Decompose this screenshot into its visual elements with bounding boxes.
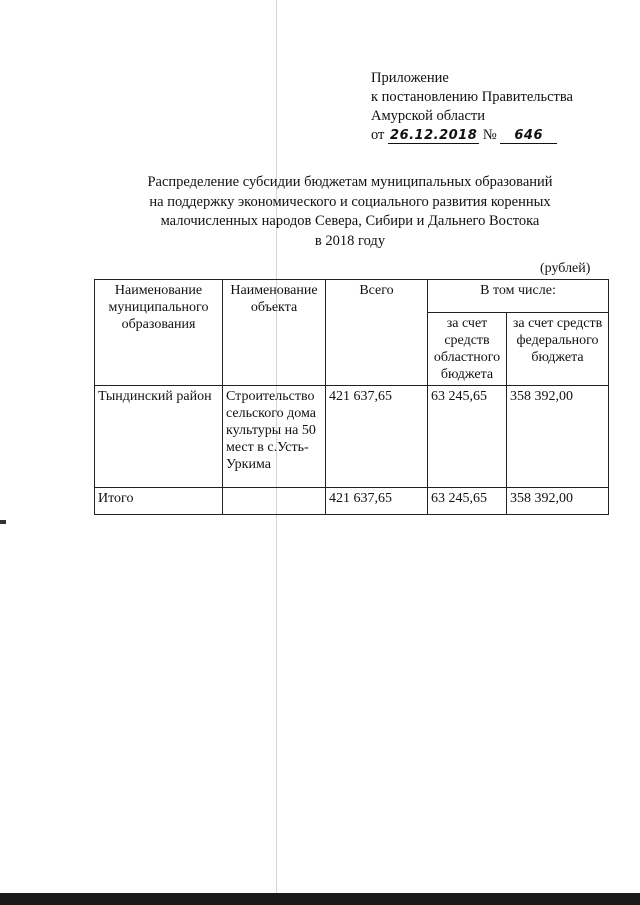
table-header-row	[95, 280, 609, 313]
handwritten-date: 26.12.2018	[390, 128, 478, 143]
appendix-date-line	[371, 126, 573, 145]
scan-bottom-edge	[0, 893, 640, 905]
document-title	[90, 173, 610, 251]
table-total-row	[95, 488, 609, 515]
cell-municipality: Тындинский район	[95, 386, 223, 488]
handwritten-number: 646	[500, 128, 557, 144]
header-total: Всего	[326, 280, 428, 386]
header-regional: за счет средств областного бюджета	[428, 313, 507, 386]
appendix-line-3: Амурской области	[371, 108, 485, 124]
date-prefix: от	[371, 127, 385, 143]
header-object: Наименование объекта	[223, 280, 326, 386]
cell-total: 421 637,65	[326, 386, 428, 488]
appendix-line-1: Приложение	[371, 70, 449, 86]
subsidy-table	[94, 279, 609, 515]
cell-federal: 358 392,00	[507, 386, 609, 488]
total-object	[223, 488, 326, 515]
title-line-3: малочисленных народов Севера, Сибири и Дальнего Востока	[160, 213, 540, 229]
appendix-line-2: к постановлению Правительства	[371, 89, 573, 105]
header-including: В том числе:	[428, 280, 609, 313]
header-federal: за счет средств федерального бюджета	[507, 313, 609, 386]
units-label: (рублей)	[540, 261, 591, 276]
total-sum: 421 637,65	[326, 488, 428, 515]
appendix-block	[371, 69, 573, 145]
cell-regional: 63 245,65	[428, 386, 507, 488]
total-federal: 358 392,00	[507, 488, 609, 515]
header-municipality: Наименование муниципального образования	[95, 280, 223, 386]
title-line-1: Распределение субсидии бюджетам муниципальных образований	[147, 174, 553, 190]
number-prefix: №	[482, 127, 497, 143]
title-line-2: на поддержку экономического и социального развития коренных	[149, 193, 551, 210]
table-row	[95, 386, 609, 488]
cell-object: Строительство сельского дома культуры на 50 мест в с.Усть-Уркима	[223, 386, 326, 488]
scan-mark	[0, 520, 6, 524]
total-regional: 63 245,65	[428, 488, 507, 515]
title-line-4: в 2018 году	[314, 232, 386, 249]
total-label: Итого	[95, 488, 223, 515]
